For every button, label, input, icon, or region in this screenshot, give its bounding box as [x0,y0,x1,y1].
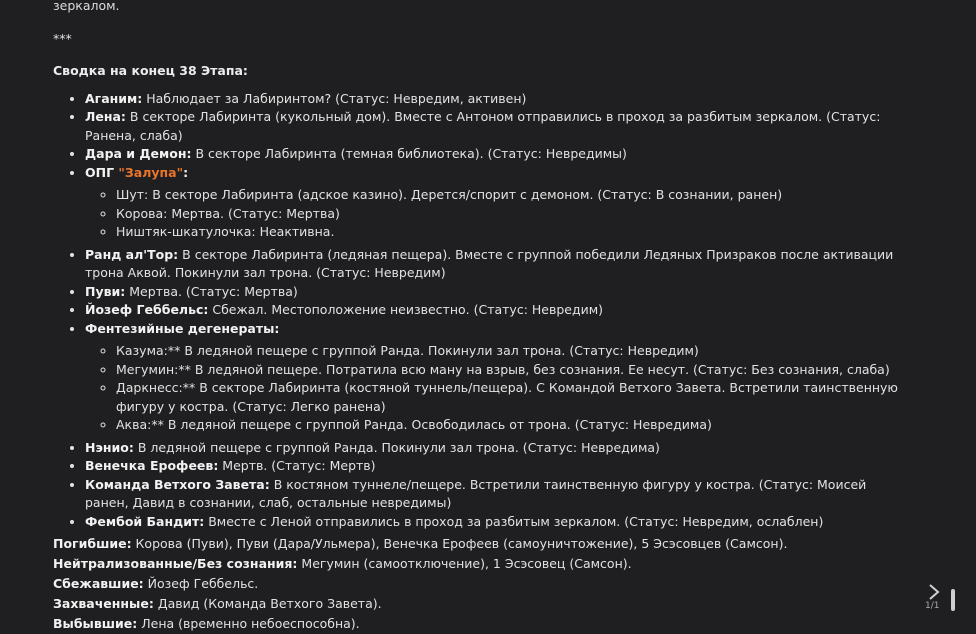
list-item-rand [85,246,903,283]
list-item-lena [85,108,903,145]
summary-text: Корова (Пуви), Пуви (Дара/Ульмера), Венечка Ерофеев (самоуничтожение), 5 Эсэсовцев (Самсон). [131,536,788,551]
status-list [53,90,903,532]
fantasy-sublist [85,342,903,435]
list-item-nenio [85,439,903,458]
list-item-opg [85,164,903,242]
item-label: Фентезийные дегенераты: [85,320,280,336]
sublist-item: ◦ Даркнесс:** В секторе Лабиринта (костяной туннель/пещера). С Командой Ветхого Завета. Встретили таинственную фигуру у костра. (Статус: Легко ранена) [116,379,903,416]
message-content [53,0,903,634]
item-label: Фембой Бандит: [85,513,205,529]
separator: *** [53,30,72,46]
summary-label: Погибшие: [53,536,132,551]
summary-label: Выбывшие: [53,616,138,631]
partial-text: зеркалом. [53,0,120,13]
item-text: Наблюдает за Лабиринтом? (Статус: Невредим, активен) [142,90,527,106]
sublist-item: ◦ Казума:** В ледяной пещере с группой Ранда. Покинули зал трона. (Статус: Невредим) [116,342,903,361]
summary-label: Нейтрализованные/Без сознания: [53,556,298,571]
item-label: ОПГ [85,164,119,180]
sublist-item: ◦ Корова: Мертва. (Статус: Мертва) [116,205,903,224]
item-text: В ледяной пещере с группой Ранда. Покинули зал трона. (Статус: Невредима) [133,439,660,455]
item-text: Мертва. (Статус: Мертва) [125,283,298,299]
item-text: В костяном туннеле/пещере. Встретили таинственную фигуру у костра. (Статус: Моисей ранен, Давид в сознании, слаб, остальные невредимы) [85,476,867,510]
scrollbar[interactable] [951,589,955,611]
item-label: Йозеф Геббельс: [85,302,209,317]
list-item-dara [85,145,903,164]
summary-captured [53,594,903,614]
item-label: Команда Ветхого Завета: [85,476,270,492]
list-item-venechka [85,457,903,476]
list-item-team [85,476,903,513]
summary-text: Мегумин (самоотключение), 1 Эсэсовец (Самсон). [297,556,632,571]
item-label: Ранд ал'Тор: [85,246,179,262]
item-label: Лена: [85,109,126,124]
list-item-aganim [85,90,903,109]
list-item-femboy [85,513,903,532]
sublist-item: ◦ Шут: В секторе Лабиринта (адское казино). Дерется/спорит с демоном. (Статус: В сознании, ранен) [116,186,903,205]
sublist-item: ◦ Аква:** В ледяной пещере с группой Ранда. Освободилась от трона. (Статус: Невредима) [116,416,903,435]
summary-text: Лена (временно небоеспособна). [137,616,360,631]
gang-name: "Залупа" [118,164,184,180]
item-label: Пуви: [85,283,126,299]
item-text: В секторе Лабиринта (темная библиотека). (Статус: Невредимы) [191,146,627,161]
item-text: В секторе Лабиринта (кукольный дом). Вместе с Антоном отправились в проход за разбитым зеркалом. (Статус: Ранена, слаба) [85,109,881,143]
summary-text: Йозеф Геббельс. [143,576,259,591]
item-text: Мертв. (Статус: Мертв) [218,458,376,473]
sublist-item: ◦ Ништяк-шкатулочка: Неактивна. [116,223,903,242]
partial-line [53,0,903,16]
summary-escaped [53,574,903,594]
item-colon: : [183,164,189,180]
item-text: Вместе с Леной отправились в проход за разбитым зеркалом. (Статус: Невредим, ослаблен) [204,513,824,529]
casualty-summary [53,534,903,634]
summary-out [53,614,903,634]
chevron-right-icon[interactable] [925,583,943,601]
item-label: Аганим: [85,90,143,106]
chevron-right-icon-svg [925,583,943,601]
item-label: Венечка Ерофеев: [85,458,219,473]
list-item-fantasy [85,320,903,435]
list-item-goebbels [85,301,903,320]
summary-dead [53,534,903,554]
page-indicator: 1/1 [925,601,940,611]
item-label: Дара и Демон: [85,146,192,161]
item-text: В секторе Лабиринта (ледяная пещера). Вместе с группой победили Ледяных Призраков после активации трона Аквой. Покинули зал трона. (Статус: Невредим) [85,246,894,280]
summary-text: Давид (Команда Ветхого Завета). [153,596,382,611]
summary-label: Сбежавшие: [53,576,144,591]
item-text: Сбежал. Местоположение неизвестно. (Статус: Невредим) [208,302,604,317]
sublist-item: ◦ Мегумин:** В ледяной пещере. Потратила всю ману на взрыв, без сознания. Ее несут. (Статус: Без сознания, слаба) [116,361,903,380]
summary-label: Захваченные: [53,596,154,611]
list-item-puvi [85,283,903,302]
summary-neutralized [53,554,903,574]
item-label: Нэнио: [85,439,134,455]
opg-sublist [85,186,903,242]
summary-title: Сводка на конец 38 Этапа: [53,63,248,78]
